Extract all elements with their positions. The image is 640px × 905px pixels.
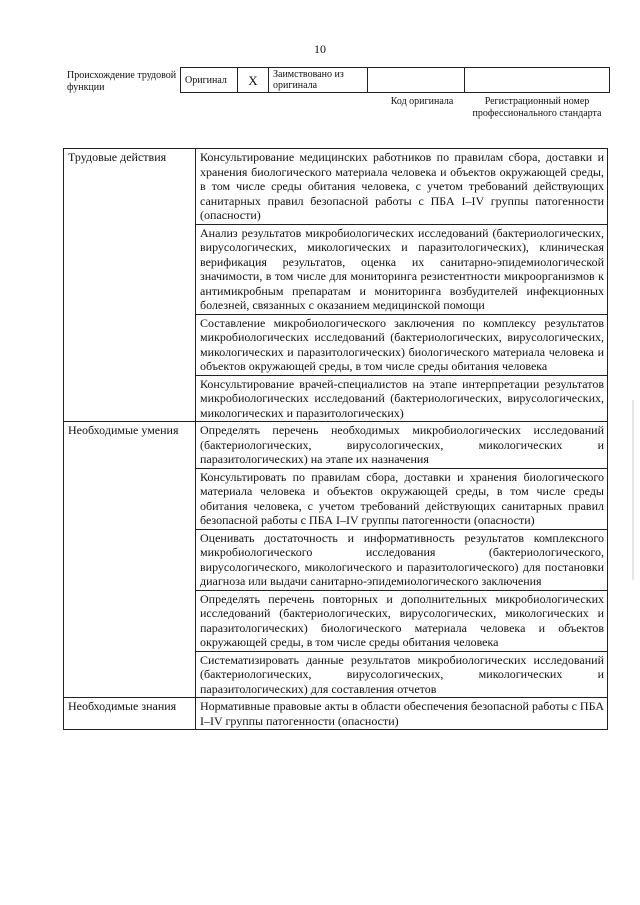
borrowed-cell: Заимствовано из оригинала — [269, 68, 368, 93]
code-caption: Код оригинала — [390, 96, 454, 107]
section-title: Трудовые действия — [64, 149, 196, 422]
list-item: Систематизировать данные результатов микробиологических исследований (бактериологических, вирусологических, микологических и паразитологических) для составления отчетов — [200, 652, 604, 696]
code-cell — [368, 68, 465, 93]
list-item: Определять перечень повторных и дополнительных микробиологических исследований (бактериологических, вирусологических, микологических и паразитологических) биологического материала человека и объектов окружающей среды, в том числе среды обитания человека — [196, 591, 607, 652]
origin-label: Происхождение трудовой функции — [67, 70, 177, 93]
list-item: Оценивать достаточность и информативность результатов комплексного микробиологического исследования (бактериологического, вирусологического, микологического и паразитологического) для постановки диагноза или выдачи санитарно-эпидемиологического заключения — [196, 530, 607, 591]
original-cell: Оригинал — [181, 68, 238, 93]
original-x-mark: X — [238, 68, 269, 93]
list-item: Консультирование врачей-специалистов на этапе интерпретации результатов микробиологических исследований (бактериологических, вирусологических, микологических и паразитологических) — [200, 376, 604, 420]
section-title: Необходимые умения — [64, 422, 196, 698]
section-row — [64, 698, 608, 730]
list-item: Составление микробиологического заключения по комплексу результатов микробиологических исследований (бактериологических, вирусологических, микологических и паразитологических) биологического материала человека и объектов окружающей среды, в том числе среды обитания человека — [196, 315, 607, 376]
section-row — [64, 149, 608, 422]
section-row — [64, 422, 608, 698]
scan-margin-mark — [632, 400, 634, 580]
reg-number-cell — [465, 68, 610, 93]
list-item: Консультировать по правилам сбора, доставки и хранения биологического материала человека и объектов окружающей среды, в том числе среды обитания человека, с учетом требований действующих санитарных правил безопасной работы с ПБА I–IV группы патогенности (опасности) — [196, 469, 607, 530]
list-item: Анализ результатов микробиологических исследований (бактериологических, вирусологических, микологических и паразитологических), клиническая верификация результатов, оценка их санитарно-эпидемиологической значимости, в том числе для мониторинга резистентности микроорганизмов к антимикробным препаратам и мониторинга возбудителей инфекционных болезней, связанных с оказанием медицинской помощи — [196, 225, 607, 315]
reg-caption: Регистрационный номер профессионального стандарта — [472, 96, 602, 119]
page-number: 10 — [314, 42, 326, 56]
list-item: Нормативные правовые акты в области обеспечения безопасной работы с ПБА I–IV группы патогенности (опасности) — [200, 699, 604, 728]
origin-table — [180, 67, 610, 93]
function-table — [63, 148, 608, 730]
list-item: Определять перечень необходимых микробиологических исследований (бактериологических, вирусологических, микологических и паразитологических) на этапе их назначения — [196, 422, 607, 469]
section-title: Необходимые знания — [64, 698, 196, 730]
list-item: Консультирование медицинских работников по правилам сбора, доставки и хранения биологического материала человека и объектов окружающей среды, в том числе среды обитания человека, с учетом требований действующих санитарных правил безопасной работы с ПБА I–IV группы патогенности (опасности) — [196, 149, 607, 225]
